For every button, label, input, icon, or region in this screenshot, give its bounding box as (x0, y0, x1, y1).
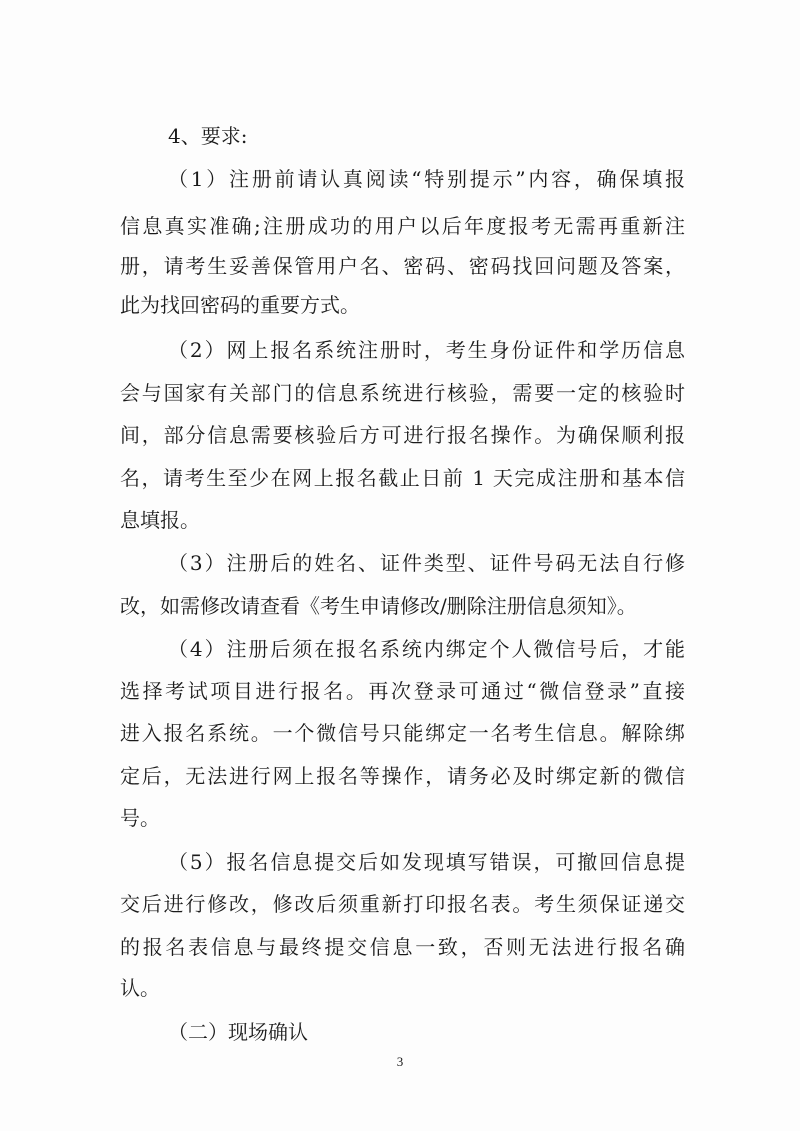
item-3-line-1: （3）注册后的姓名、证件类型、证件号码无法自行修 (168, 551, 685, 575)
item-2-line-4: 名，请考生至少在网上报名截止日前 1 天完成注册和基本信 (120, 466, 685, 490)
item-4-line-3: 进入报名系统。一个微信号只能绑定一名考生信息。解除绑 (120, 721, 685, 745)
item-1-line-3: 册，请考生妥善保管用户名、密码、密码找回问题及答案， (120, 254, 685, 278)
item-5-line-2: 交后进行修改，修改后须重新打印报名表。考生须保证递交 (120, 892, 685, 916)
item-1-line-2: 信息真实准确;注册成功的用户以后年度报考无需再重新注 (120, 214, 685, 238)
page-number: 3 (396, 1054, 404, 1069)
item-2-line-5: 息填报。 (120, 508, 200, 532)
item-4-line-4: 定后，无法进行网上报名等操作，请务必及时绑定新的微信 (120, 764, 685, 788)
item-2-line-1: （2）网上报名系统注册时，考生身份证件和学历信息 (168, 338, 685, 362)
item-2-line-2: 会与国家有关部门的信息系统进行核验，需要一定的核验时 (120, 381, 685, 405)
item-1-line-1: （1）注册前请认真阅读“特别提示”内容，确保填报 (168, 167, 685, 191)
item-5-line-4: 认。 (120, 976, 160, 1000)
item-5-line-1: （5）报名信息提交后如发现填写错误，可撤回信息提 (168, 850, 685, 874)
item-4-line-2: 选择考试项目进行报名。再次登录可通过“微信登录”直接 (120, 679, 685, 703)
item-5-line-3: 的报名表信息与最终提交信息一致，否则无法进行报名确 (120, 935, 685, 959)
section-heading-onsite-confirmation: （二）现场确认 (168, 1020, 308, 1044)
heading-requirements: 4、要求: (168, 124, 248, 148)
item-1-line-4: 此为找回密码的重要方式。 (120, 293, 360, 317)
item-4-line-5: 号。 (120, 806, 160, 830)
item-2-line-3: 间，部分信息需要核验后方可进行报名操作。为确保顺利报 (120, 423, 685, 447)
item-4-line-1: （4）注册后须在报名系统内绑定个人微信号后，才能 (168, 637, 685, 661)
item-3-line-2: 改，如需修改请查看《考生申请修改/删除注册信息须知》。 (120, 594, 637, 618)
